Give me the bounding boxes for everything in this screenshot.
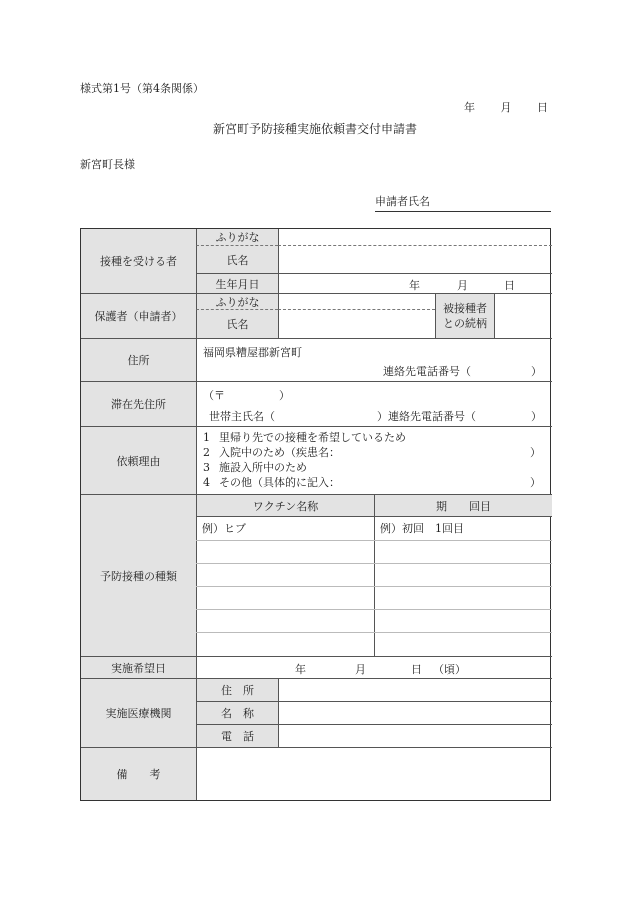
stay-address-label [81, 381, 196, 426]
application-date [442, 99, 548, 115]
reason-option-number: 3 [203, 461, 210, 474]
reason-option-text: 施設入所中のため [219, 461, 307, 474]
reason-option-text: 入院中のため（疾患名： [219, 446, 340, 459]
stay-address-field[interactable] [196, 381, 552, 426]
desired-date-label-text: 実施希望日 [111, 661, 166, 675]
institution-phone-text: 電 話 [221, 730, 254, 743]
remarks-label-text: 備 考 [116, 768, 161, 781]
address-phone-label: 連絡先電話番号（ [383, 365, 471, 378]
vaccinee-furigana-field[interactable] [278, 229, 552, 245]
vaccinee-birthdate-label [196, 273, 278, 293]
reason-option-3[interactable] [203, 459, 307, 475]
institution-address-label [196, 678, 278, 701]
vaccinee-furigana-label [196, 229, 278, 245]
guardian-furigana-text: ふりがな [215, 295, 260, 309]
guardian-furigana-label [196, 293, 278, 309]
birth-year-label: 年 [409, 279, 420, 292]
date-month-label: 月 [500, 101, 512, 114]
vaccine-row-5[interactable] [196, 632, 552, 633]
vaccination-type-label-text: 予防接種の種類 [100, 569, 177, 583]
relation-label-line2: との続柄 [443, 317, 487, 330]
institution-name-label [196, 701, 278, 724]
form-number: 様式第1号（第4条関係） [80, 82, 204, 95]
stay-phone-label: ）連絡先電話番号（ [377, 410, 476, 423]
vaccinee-name-label [196, 245, 278, 273]
date-day-label: 日 [537, 101, 548, 114]
vaccine-row-4[interactable] [196, 609, 552, 610]
institution-address-text: 住 所 [221, 684, 254, 697]
reason-option-4[interactable] [203, 474, 340, 490]
reason-option-close: ） [530, 446, 541, 459]
vaccinee-name-text: 氏名 [226, 253, 249, 267]
relation-label-line1: 被接種者 [443, 302, 487, 315]
vaccinee-section-text: 接種を受ける者 [100, 255, 177, 268]
reason-option-number: 4 [203, 476, 210, 489]
postal-code-close: ） [279, 389, 290, 402]
application-form-table [80, 228, 551, 801]
desired-approx-label: （頃） [433, 663, 466, 676]
period-dose-header-text: 期 回目 [436, 499, 491, 513]
institution-name-text: 名 称 [221, 707, 254, 720]
applicant-name-label: 申請者氏名 [375, 195, 430, 208]
guardian-name-text: 氏名 [226, 318, 249, 331]
address-label-text: 住所 [127, 354, 150, 367]
reason-option-number: 2 [203, 446, 210, 459]
institution-name-field[interactable] [278, 701, 552, 724]
reason-option-text: 里帰り先での接種を希望しているため [219, 431, 406, 444]
guardian-section-text: 保護者（申請者） [94, 310, 183, 323]
institution-phone-label [196, 724, 278, 747]
guardian-section-label [81, 293, 196, 338]
birth-day-label: 日 [504, 279, 515, 292]
institution-label [81, 678, 196, 747]
desired-day-label: 日 [411, 663, 422, 676]
vaccination-type-label [81, 494, 196, 656]
address-label [81, 338, 196, 381]
vaccinee-section-label [81, 229, 196, 293]
guardian-name-field[interactable] [278, 309, 435, 338]
applicant-name-field[interactable] [375, 193, 551, 212]
desired-year-label: 年 [295, 663, 306, 676]
desired-month-label: 月 [355, 663, 366, 676]
form-title: 新宮町予防接種実施依頼書交付申請書 [212, 122, 417, 136]
vaccine-row-3[interactable] [196, 586, 552, 587]
institution-label-text: 実施医療機関 [105, 707, 172, 720]
vaccinee-furigana-text: ふりがな [215, 231, 260, 244]
remarks-field[interactable] [196, 747, 552, 800]
vaccine-name-header-text: ワクチン名称 [252, 499, 319, 513]
reason-option-number: 1 [203, 431, 210, 444]
date-year-label: 年 [464, 101, 475, 114]
institution-phone-field[interactable] [278, 724, 552, 747]
reason-label-text: 依頼理由 [116, 454, 161, 468]
guardian-name-label [196, 309, 278, 338]
householder-name-label: 世帯主氏名（ [209, 410, 275, 423]
vaccine-row-1[interactable] [196, 540, 552, 541]
addressee: 新宮町長様 [80, 158, 135, 171]
address-phone-close: ） [531, 365, 542, 378]
vaccine-row-2[interactable] [196, 563, 552, 564]
guardian-furigana-field[interactable] [278, 293, 435, 309]
reason-label [81, 426, 196, 494]
guardian-relation-field[interactable] [494, 293, 552, 338]
example-period: 例）初回 1回目 [380, 522, 464, 535]
stay-phone-close: ） [531, 410, 542, 423]
vaccine-name-header [196, 494, 374, 516]
guardian-relation-label [435, 293, 494, 338]
vaccinee-birthdate-text: 生年月日 [215, 277, 260, 291]
desired-date-label [81, 656, 196, 678]
reason-option-close: ） [530, 476, 541, 489]
reason-option-1[interactable] [203, 429, 406, 445]
example-vaccine: 例）ヒブ [202, 522, 246, 535]
address-value: 福岡県糟屋郡新宮町 [203, 346, 302, 359]
institution-address-field[interactable] [278, 678, 552, 701]
vaccinee-birthdate-field[interactable] [278, 273, 552, 293]
birth-month-label: 月 [457, 279, 468, 292]
stay-address-label-text: 滞在先住所 [111, 398, 166, 411]
remarks-label [81, 747, 196, 800]
postal-code-open: （〒 [203, 389, 225, 402]
vaccinee-name-field[interactable] [278, 245, 552, 273]
reason-option-text: その他（具体的に記入： [219, 476, 340, 489]
reason-option-2[interactable] [203, 444, 340, 460]
period-dose-header [374, 494, 552, 516]
desired-date-field[interactable] [196, 656, 552, 678]
address-field[interactable] [196, 338, 552, 381]
